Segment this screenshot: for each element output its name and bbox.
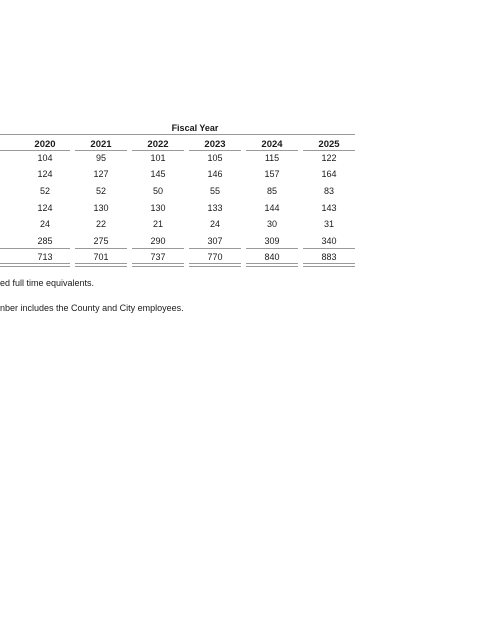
table-cell: 130 (150, 203, 166, 213)
total-double-rule (303, 263, 355, 267)
table-cell: 30 (266, 219, 277, 229)
total-cell: 840 (264, 252, 280, 262)
subtotal-rule (0, 248, 70, 249)
table-cell: 22 (95, 219, 106, 229)
table-cell: 95 (95, 153, 106, 163)
table-cell: 101 (150, 153, 166, 163)
table-cell: 309 (264, 236, 280, 246)
table-cell: 340 (321, 236, 337, 246)
table-cell: 143 (321, 203, 337, 213)
year-underline (246, 150, 298, 151)
year-header-2023: 2023 (204, 139, 226, 150)
year-underline (132, 150, 184, 151)
table-cell: 83 (323, 186, 334, 196)
year-header-2021: 2021 (90, 139, 112, 150)
table-cell: 21 (152, 219, 163, 229)
table-cell: 122 (321, 153, 337, 163)
total-double-rule (132, 263, 184, 267)
table-cell: 144 (264, 203, 280, 213)
subtotal-rule (132, 248, 184, 249)
table-cell: 275 (93, 236, 109, 246)
total-cell: 701 (93, 252, 109, 262)
table-cell: 127 (93, 169, 109, 179)
year-underline (303, 150, 355, 151)
total-cell: 883 (321, 252, 337, 262)
fiscal-year-rule (0, 134, 355, 135)
table-cell: 50 (152, 186, 163, 196)
table-cell: 124 (37, 169, 53, 179)
total-cell: 713 (37, 252, 53, 262)
year-underline (189, 150, 241, 151)
table-cell: 55 (209, 186, 220, 196)
subtotal-rule (303, 248, 355, 249)
table-cell: 290 (150, 236, 166, 246)
year-underline (75, 150, 127, 151)
total-cell: 737 (150, 252, 166, 262)
year-header-2022: 2022 (147, 139, 169, 150)
table-cell: 124 (37, 203, 53, 213)
table-cell: 157 (264, 169, 280, 179)
total-double-rule (189, 263, 241, 267)
footnote-1: ed full time equivalents. (0, 278, 95, 288)
total-double-rule (75, 263, 127, 267)
total-cell: 770 (207, 252, 223, 262)
table-cell: 285 (37, 236, 53, 246)
table-cell: 24 (209, 219, 220, 229)
total-double-rule (0, 263, 70, 267)
table-cell: 85 (266, 186, 277, 196)
table-cell: 307 (207, 236, 223, 246)
subtotal-rule (246, 248, 298, 249)
table-cell: 31 (323, 219, 334, 229)
table-cell: 115 (264, 153, 280, 163)
table-cell: 164 (321, 169, 337, 179)
subtotal-rule (189, 248, 241, 249)
table-cell: 52 (95, 186, 106, 196)
table-cell: 133 (207, 203, 223, 213)
fiscal-year-heading: Fiscal Year (171, 123, 219, 133)
footnote-2: nber includes the County and City employees. (0, 303, 184, 313)
table-cell: 130 (93, 203, 109, 213)
year-header-2025: 2025 (318, 139, 340, 150)
year-underline (0, 150, 70, 151)
table-cell: 105 (207, 153, 223, 163)
table-cell: 145 (150, 169, 166, 179)
subtotal-rule (75, 248, 127, 249)
table-cell: 146 (207, 169, 223, 179)
year-header-2024: 2024 (261, 139, 283, 150)
table-cell: 52 (39, 186, 50, 196)
table-cell: 24 (39, 219, 50, 229)
year-header-2020: 2020 (34, 139, 56, 150)
table-cell: 104 (37, 153, 53, 163)
total-double-rule (246, 263, 298, 267)
